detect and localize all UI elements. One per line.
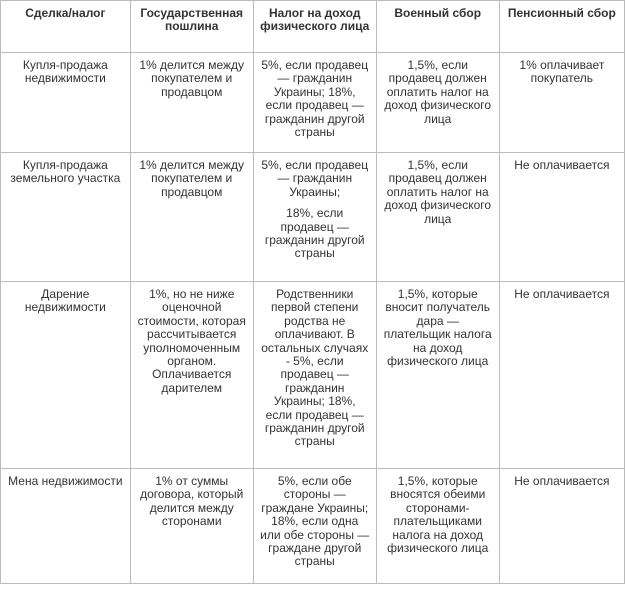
cell-pension-fee: Не оплачивается xyxy=(499,469,624,584)
cell-state-fee: 1%, но не ниже оценочной стоимости, которая рассчитывается уполномоченным органом. Оплачивается дарителем xyxy=(130,282,253,469)
cell-state-fee: 1% от суммы договора, который делится между сторонами xyxy=(130,469,253,584)
header-military-fee: Военный сбор xyxy=(376,1,499,53)
cell-income-tax xyxy=(253,53,376,153)
header-pension-fee: Пенсионный сбор xyxy=(499,1,624,53)
table-header-row xyxy=(1,1,625,53)
cell-military-fee: 1,5%, если продавец должен оплатить налог на доход физического лица xyxy=(376,53,499,153)
cell-income-tax xyxy=(253,469,376,584)
cell-deal: Мена недвижимости xyxy=(1,469,131,584)
table-row xyxy=(1,53,625,153)
cell-deal: Дарение недвижимости xyxy=(1,282,131,469)
header-state-fee: Государственная пошлина xyxy=(130,1,253,53)
cell-state-fee: 1% делится между покупателем и продавцом xyxy=(130,53,253,153)
table-row xyxy=(1,469,625,584)
cell-pension-fee: 1% оплачивает покупатель xyxy=(499,53,624,153)
cell-text: 18%, если продавец — гражданин другой страны xyxy=(264,206,365,261)
cell-income-tax xyxy=(253,282,376,469)
cell-income-tax xyxy=(253,153,376,282)
cell-military-fee: 1,5%, если продавец должен оплатить налог на доход физического лица xyxy=(376,153,499,282)
header-deal: Сделка/налог xyxy=(1,1,131,53)
cell-deal: Купля-продажа недвижимости xyxy=(1,53,131,153)
cell-military-fee: 1,5%, которые вносит получатель дара — плательщик налога на доход физического лица xyxy=(376,282,499,469)
cell-pension-fee: Не оплачивается xyxy=(499,153,624,282)
cell-text: Родственники первой степени родства не оплачивают. В остальных случаях - 5%, если продавец — гражданин Украины; 18%, если продавец — гражданин другой страны xyxy=(261,287,369,449)
cell-state-fee: 1% делится между покупателем и продавцом xyxy=(130,153,253,282)
table-row xyxy=(1,153,625,282)
cell-deal: Купля-продажа земельного участка xyxy=(1,153,131,282)
cell-military-fee: 1,5%, которые вносятся обеими сторонами-плательщиками налога на доход физического лица xyxy=(376,469,499,584)
cell-text: 5%, если продавец — гражданин Украины; xyxy=(261,158,369,199)
cell-pension-fee: Не оплачивается xyxy=(499,282,624,469)
table-row xyxy=(1,282,625,469)
cell-text: 5%, если продавец — гражданин Украины; 18%, если продавец — гражданин другой страны xyxy=(261,58,369,140)
header-income-tax: Налог на доход физического лица xyxy=(253,1,376,53)
cell-text: 5%, если обе стороны — граждане Украины; 18%, если одна или обе стороны — граждане другой страны xyxy=(260,474,370,569)
